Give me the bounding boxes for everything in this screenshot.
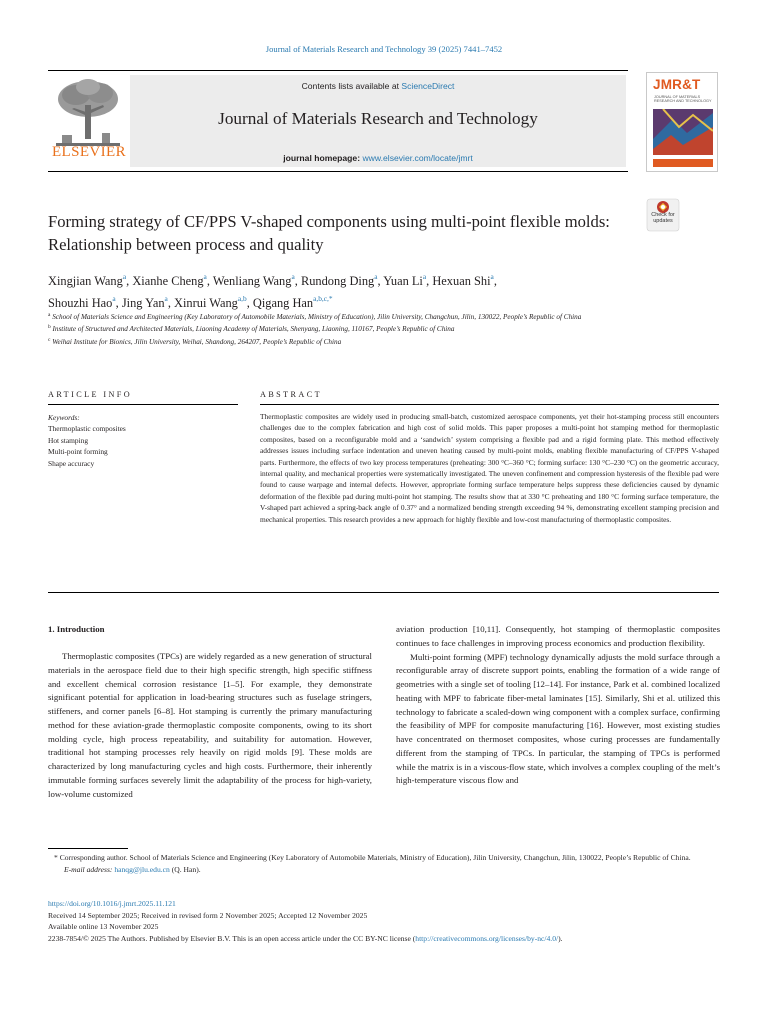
author[interactable]: Xianhe Cheng$^a$	[132, 272, 207, 288]
author[interactable]: Xinrui Wang$^{a,b}$	[174, 294, 247, 310]
abstract-text: Thermoplastic composites are widely used in producing small-batch, customized aerospace components, yet their hot-stamping process still encounters challenges due to the complex fabrication and high cost of solid molds. This paper proposes a multi-point hot stamping method for thermoplastic composites, based on a reconfigurable mold and a ‘sandwich’ system comprising a flexible pad and a rigid forming plate. This method effectively addresses issues including surface indentation and uneven heating caused by multi-point molds, enabling flexible manufacturing of CF/PPS V-shaped parts. Furthermore, the effects of two key process temperatures (preheating: 300 °C–360 °C; forming surface: 130 °C–230 °C) on the geometric accuracy, internal quality, and mechanical properties were systematically investigated. The uneven confinement and compression hysteresis of the flexible pad were found to cause warpage and internal defects. However, appropriate forming surface temperature helps suppress these deficiencies caused by dynamic deformation of the flexible pad during multi-point hot stamping. The results show that at 330 °C preheating and 180 °C forming surface temperature, the V-shaped part achieved a spring-back angle of 0.37° and a normalized bending strength exceeding 94 %, demonstrating excellent stamping precision and mechanical properties. This research provides a new approach for highly flexible and low-cost manufacturing of thermoplastic composites.	[260, 412, 719, 524]
footnote-rule	[48, 848, 128, 849]
check-for-updates-label: Check for updates	[651, 212, 675, 224]
paragraph: Multi-point forming (MPF) technology dynamically adjusts the mold surface through a reconfigurable array of discrete support points, enabling the formation of a wide range of geometries with a single set of tooling [12–14]. For instance, Park et al. combined localized heating with MPF to fabricate fiber-metal laminates [15]. Similarly, Shi et al. utilized this technology to fabricate a scaled-down wing component with a complex surface, confirming the feasibility of MPF for composite manufacturing [16]. However, most existing studies have concentrated on thermoset composites, whose curing processes are fundamentally different from the stamping of TPCs. In particular, the stamping of TPCs is performed while the matrix is in a viscous-flow state, which involves a complex coupling of the melt’s high-temperature viscous flow and	[396, 651, 720, 786]
author-list: Xingjian Wang$^a$, Xianhe Cheng$^a$, Wenliang Wang$^a$, Rundong Ding$^a$, Yuan Li$^a$, Hexuan Shi$^a$, Shouzhi Hao$^a$, Jing Yan$^a$, Xinrui Wang$^{a,b}$, Qigang Han$^{a,b,c,*}$	[48, 272, 497, 310]
cover-image	[653, 109, 713, 155]
author[interactable]: Jing Yan$^a$	[121, 294, 168, 310]
body-column-right	[396, 623, 720, 788]
journal-cover-thumbnail[interactable]	[646, 72, 718, 172]
body-column-left	[48, 650, 372, 801]
contents-line	[130, 81, 626, 91]
corresponding-author-note: * Corresponding author. School of Materials Science and Engineering (Key Laboratory of Automobile Materials, Ministry of Education), Jilin University, Changchun, Jilin, 130022, People’s Republic of China.	[54, 853, 691, 862]
cover-title: JMR&T	[653, 77, 701, 92]
license-link[interactable]: http://creativecommons.org/licenses/by-nc/4.0/	[415, 933, 559, 943]
author[interactable]: Rundong Ding$^a$	[300, 272, 378, 288]
author[interactable]: Yuan Li$^a$	[383, 272, 427, 288]
keyword: Hot stamping	[48, 435, 89, 445]
article-info-heading: ARTICLE INFO	[48, 390, 133, 399]
sciencedirect-link[interactable]: ScienceDirect	[401, 81, 455, 91]
email-label: E-mail address:	[64, 865, 115, 874]
journal-homepage-link[interactable]: www.elsevier.com/locate/jmrt	[362, 153, 473, 163]
article-title: Forming strategy of CF/PPS V-shaped components using multi-point flexible molds: Relationship between process and quality	[48, 212, 610, 254]
tree-icon	[48, 75, 128, 149]
license-statement: 2238-7854/© 2025 The Authors. Published by Elsevier B.V. This is an open access article under the CC BY-NC license (http://creativecommons.org/licenses/by-nc/4.0/).	[48, 933, 563, 943]
abstract-rule	[260, 404, 719, 405]
doi-link[interactable]: https://doi.org/10.1016/j.jmrt.2025.11.121	[48, 899, 176, 908]
author[interactable]: Qigang Han$^{a,b,c,*}$	[252, 294, 333, 310]
front-matter-bottom-rule	[48, 592, 719, 593]
journal-title: Journal of Materials Research and Technology	[218, 109, 538, 128]
cover-footer-band	[653, 159, 713, 167]
abstract-heading: ABSTRACT	[260, 390, 322, 399]
keyword: Shape accuracy	[48, 458, 95, 468]
affiliation: $^c$ Weihai Institute for Bionics, Jilin University, Weihai, Shandong, 264207, People’s Republic of China	[48, 336, 342, 346]
cover-subtitle: JOURNAL OF MATERIALS RESEARCH AND TECHNOLOGY	[654, 95, 712, 104]
corresponding-author-footnote	[48, 852, 719, 876]
homepage-prefix: journal homepage:	[283, 153, 363, 163]
author[interactable]: Hexuan Shi$^a$	[432, 272, 494, 288]
affiliation: $^b$ Institute of Structured and Architected Materials, Liaoning Academy of Materials, Shenyang, Liaoning, 110167, People’s Republic of China	[48, 324, 455, 334]
journal-citation-link[interactable]: Journal of Materials Research and Technology 39 (2025) 7441–7452	[265, 44, 503, 54]
section-heading-introduction: 1. Introduction	[48, 624, 105, 634]
journal-masthead	[48, 70, 628, 172]
publication-info	[48, 898, 719, 944]
elsevier-wordmark: ELSEVIER	[51, 144, 127, 160]
received-dates: Received 14 September 2025; Received in revised form 2 November 2025; Accepted 12 November 2025	[48, 910, 368, 920]
paragraph-continuation: aviation production [10,11]. Consequently, hot stamping of thermoplastic composites continues to face challenges in improving process economics and production flexibility.	[396, 624, 720, 648]
author[interactable]: Wenliang Wang$^a$	[212, 272, 295, 288]
email-line: E-mail address: hanqg@jlu.edu.cn (Q. Han).	[64, 865, 201, 874]
elsevier-tree-logo[interactable]	[48, 75, 128, 167]
keyword: Thermoplastic composites	[48, 424, 126, 434]
author[interactable]: Xingjian Wang$^a$	[48, 272, 127, 288]
email-link[interactable]: hanqg@jlu.edu.cn	[114, 865, 170, 874]
available-online-date: Available online 13 November 2025	[48, 922, 159, 932]
article-info-rule	[48, 404, 238, 405]
paragraph: Thermoplastic composites (TPCs) are widely regarded as a new generation of structural materials in the aerospace field due to their high specific strength, high specific stiffness and excellent chemical corrosion resistance [1–5]. For example, they demonstrate significant potential for application in load-bearing structures such as fuselage stringers, stiffeners, and corner panels [6–8]. Hot stamping is currently the primary manufacturing method for these aviation-grade thermoplastic composite components, owing to its short molding cycle, high process repeatability, and suitability for automation. However, traditional hot stamping processes rely heavily on rigid molds [9]. These molds are characterized by long manufacturing cycles and high costs. Furthermore, their inherently immutable forming surfaces severely limit the adaptability of the process for high-variety, low-volume customized	[48, 651, 372, 799]
affiliations	[48, 310, 648, 347]
keywords-block	[48, 412, 228, 469]
journal-homepage-line	[130, 153, 626, 163]
contents-prefix: Contents lists available at	[301, 81, 402, 91]
keywords-label: Keywords:	[48, 413, 80, 422]
affiliation: $^a$ School of Materials Science and Engineering (Key Laboratory of Automobile Materials, Ministry of Education), Jilin University, Changchun, Jilin, 130022, People’s Republic of China	[48, 312, 582, 321]
keyword: Multi-point forming	[48, 447, 108, 457]
author[interactable]: Shouzhi Hao$^a$	[48, 294, 116, 310]
